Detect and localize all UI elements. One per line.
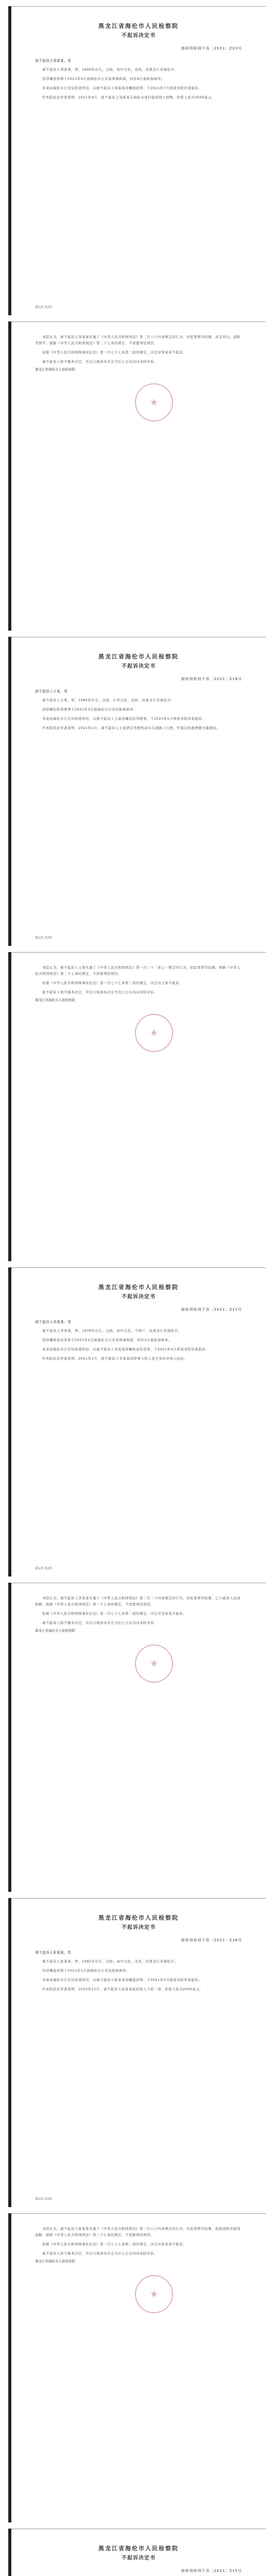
court-name: 黑龙江省海伦市人民检察院 <box>98 653 179 660</box>
paragraph: 本院认为，被不起诉人李某某实施了《中华人民共和国刑法》第二百三十四条规定的行为，但犯罪情节轻微，已与被害人达成和解，根据《中华人民共和国刑法》第三十七条的规定，不需要判处刑罚。 <box>35 1596 241 1606</box>
paragraph: 本案由海伦市公安局侦查终结，以被不起诉人王某涉嫌危险驾驶罪，于2021年5月移送本院审查起诉。 <box>42 717 206 721</box>
page-content <box>11 1583 266 1633</box>
page-content <box>11 1898 266 1992</box>
case-number: 海检刑检刑不诉〔2021〕Z16号 <box>181 1938 242 1942</box>
document-page <box>8 1898 266 2207</box>
paragraph: 被不起诉人如不服本决定，可以自收到本决定书后七日以内向本院申诉。 <box>42 1621 158 1625</box>
page-gap <box>0 1892 274 1898</box>
document-type: 不起诉决定书 <box>122 664 156 669</box>
party-line: 被不起诉人邹某某，男 <box>35 59 71 63</box>
page-gap <box>0 315 274 321</box>
official-seal <box>135 1645 173 1683</box>
paragraph: 被不起诉人王某，男，1985年出生，汉族，小学文化，农民，住黑龙江省海伦市。 <box>42 698 175 702</box>
document-type: 不起诉决定书 <box>122 33 156 39</box>
document-type: 不起诉决定书 <box>122 1925 156 1930</box>
page-gap <box>0 0 274 6</box>
page-top-rule <box>11 1267 266 1268</box>
signature-line: 黑龙江省海伦市人民检察院 <box>35 1629 75 1633</box>
document-page <box>8 6 266 315</box>
paragraph: 本案由海伦市公安局侦查终结，以被不起诉人张某某涉嫌盗窃罪，于2021年3月移送本院审查起诉。 <box>42 1978 202 1982</box>
paragraph: 经本院依法审查查明：2021年4月，被不起诉人邹某某在海伦市某村盗窃他人财物，价值人民币3000余元。 <box>42 95 215 99</box>
page-top-rule <box>11 321 266 322</box>
party-line: 被不起诉人王某，男 <box>35 689 67 693</box>
page-footer: 第1页 共2页 <box>35 2197 53 2201</box>
court-name: 黑龙江省海伦市人民检察院 <box>98 1914 179 1921</box>
paragraph: 经本院依法审查查明：2021年2月，被不起诉人王某酒后驾驶机动车在道路上行驶，经鉴定血液酒精含量超标。 <box>42 726 220 730</box>
paragraph: 被不起诉人如不服本决定，可以自收到本决定书后七日以内向本院申诉。 <box>42 360 158 364</box>
page-gap <box>0 2522 274 2529</box>
page-top-rule <box>11 2213 266 2214</box>
paragraph: 因涉嫌危险驾驶罪于2021年3月被海伦市公安局取保候审。 <box>42 707 138 711</box>
paragraph: 被不起诉人如不服本决定，可以自收到本决定书后七日以内向本院申诉。 <box>42 990 158 994</box>
paragraph: 被不起诉人如不服本决定，可以自收到本决定书后七日以内向本院申诉。 <box>42 2251 158 2256</box>
paragraph: 本院认为，被不起诉人王某实施了《中华人民共和国刑法》第一百三十三条之一规定的行为，但犯罪情节轻微，根据《中华人民共和国刑法》第三十七条的规定，不需要判处刑罚。 <box>35 965 241 976</box>
court-name: 黑龙江省海伦市人民检察院 <box>98 1284 179 1291</box>
paragraph: 本案由海伦市公安局侦查终结，以被不起诉人邹某某涉嫌盗窃罪，于2021年7月移送本院审查起诉。 <box>42 86 202 90</box>
paragraph: 经本院依法审查查明：2021年1月，被不起诉人李某某因琐事与他人发生争执并致人轻伤。 <box>42 1357 188 1361</box>
case-number: 海检刑检刑不诉〔2021〕Z18号 <box>181 677 242 681</box>
document-page <box>8 952 266 1261</box>
paragraph: 依据《中华人民共和国刑事诉讼法》第一百七十七条第二款的规定，决定对王某不起诉。 <box>42 981 183 985</box>
case-number: 海检刑检刑不诉〔2021〕Z20号 <box>181 46 242 50</box>
official-seal <box>135 1014 173 1052</box>
page-content <box>11 321 266 371</box>
paragraph: 本案由海伦市公安局侦查终结，以被不起诉人李某某涉嫌故意伤害罪，于2021年4月移送本院审查起诉。 <box>42 1347 210 1351</box>
page-top-rule <box>11 1898 266 1899</box>
page-gap <box>0 1261 274 1267</box>
page-content <box>11 6 266 100</box>
page-content <box>11 637 266 731</box>
page-footer: 第1页 共2页 <box>35 936 53 940</box>
paragraph: 依据《中华人民共和国刑事诉讼法》第一百七十七条第二款的规定，决定对张某某不起诉。 <box>42 2242 186 2246</box>
official-seal <box>135 383 173 421</box>
official-seal <box>135 2275 173 2313</box>
page-content <box>11 2213 266 2263</box>
paragraph: 本院认为，被不起诉人张某某实施了《中华人民共和国刑法》第二百六十四条规定的行为，但犯罪情节轻微，积极退赃并取得谅解，根据《中华人民共和国刑法》第三十七条的规定，不需要判处刑罚。 <box>35 2227 241 2237</box>
court-name: 黑龙江省海伦市人民检察院 <box>98 23 179 29</box>
paragraph: 本院认为，被不起诉人邹某某实施了《中华人民共和国刑法》第二百六十四条规定的行为，但犯罪情节轻微，具有坦白、退赃等情节，根据《中华人民共和国刑法》第三十七条的规定，不需要判处刑罚。 <box>35 335 241 345</box>
case-number: 海检刑检刑不诉〔2021〕Z17号 <box>181 1308 242 1312</box>
document-type: 不起诉决定书 <box>122 1294 156 1300</box>
paragraph: 依据《中华人民共和国刑事诉讼法》第一百七十七条第二款的规定，决定对李某某不起诉。 <box>42 1612 186 1616</box>
signature-line: 黑龙江省海伦市人民检察院 <box>35 2259 75 2263</box>
paragraph: 被不起诉人邹某某，男，1990年出生，汉族，初中文化，农民，住黑龙江省海伦市。 <box>42 67 178 72</box>
signature-line: 黑龙江省海伦市人民检察院 <box>35 367 75 371</box>
party-line: 被不起诉人张某某，男 <box>35 1951 71 1955</box>
paragraph: 因涉嫌盗窃罪于2021年1月被海伦市公安局取保候审。 <box>42 1969 130 1973</box>
paragraph: 被不起诉人张某某，男，1992年出生，汉族，高中文化，无业，住黑龙江省海伦市。 <box>42 1959 178 1963</box>
signature-line: 黑龙江省海伦市人民检察院 <box>35 998 75 1002</box>
page-footer: 第1页 共2页 <box>35 306 53 309</box>
document-page <box>8 1583 266 1892</box>
document-page <box>8 321 266 631</box>
paragraph: 被不起诉人李某某，男，1978年出生，汉族，初中文化，个体户，住黑龙江省海伦市。 <box>42 1329 182 1333</box>
document-page <box>8 637 266 946</box>
paragraph: 依据《中华人民共和国刑事诉讼法》第一百七十七条第二款的规定，决定对邹某某不起诉。 <box>42 350 186 354</box>
page-gap <box>0 2207 274 2213</box>
page-footer: 第1页 共2页 <box>35 1567 53 1570</box>
page-top-rule <box>11 6 266 7</box>
page-gap <box>0 631 274 637</box>
page-gap <box>0 1577 274 1583</box>
document-page <box>8 1267 266 1577</box>
party-line: 被不起诉人李某某，男 <box>35 1320 71 1324</box>
page-content <box>11 2529 266 2576</box>
page-content <box>11 952 266 1002</box>
document-page <box>8 2213 266 2522</box>
document-type: 不起诉决定书 <box>122 2555 156 2561</box>
paragraph: 经本院依法审查查明：2020年12月，被不起诉人张某某盗窃他人手机一部，价值人民币2000余元。 <box>42 1987 203 1991</box>
page-content <box>11 1267 266 1362</box>
page-gap <box>0 946 274 952</box>
paragraph: 因涉嫌故意伤害罪于2021年2月被海伦市公安局刑事拘留，同年3月被取保候审。 <box>42 1338 172 1342</box>
paragraph: 因涉嫌盗窃罪于2021年5月被海伦市公安局刑事拘留，同年6月被取保候审。 <box>42 77 165 81</box>
case-number: 海检刑检刑不诉〔2021〕Z15号 <box>181 2569 242 2573</box>
document-page <box>8 2529 266 2576</box>
court-name: 黑龙江省海伦市人民检察院 <box>98 2545 179 2552</box>
page-top-rule <box>11 952 266 953</box>
